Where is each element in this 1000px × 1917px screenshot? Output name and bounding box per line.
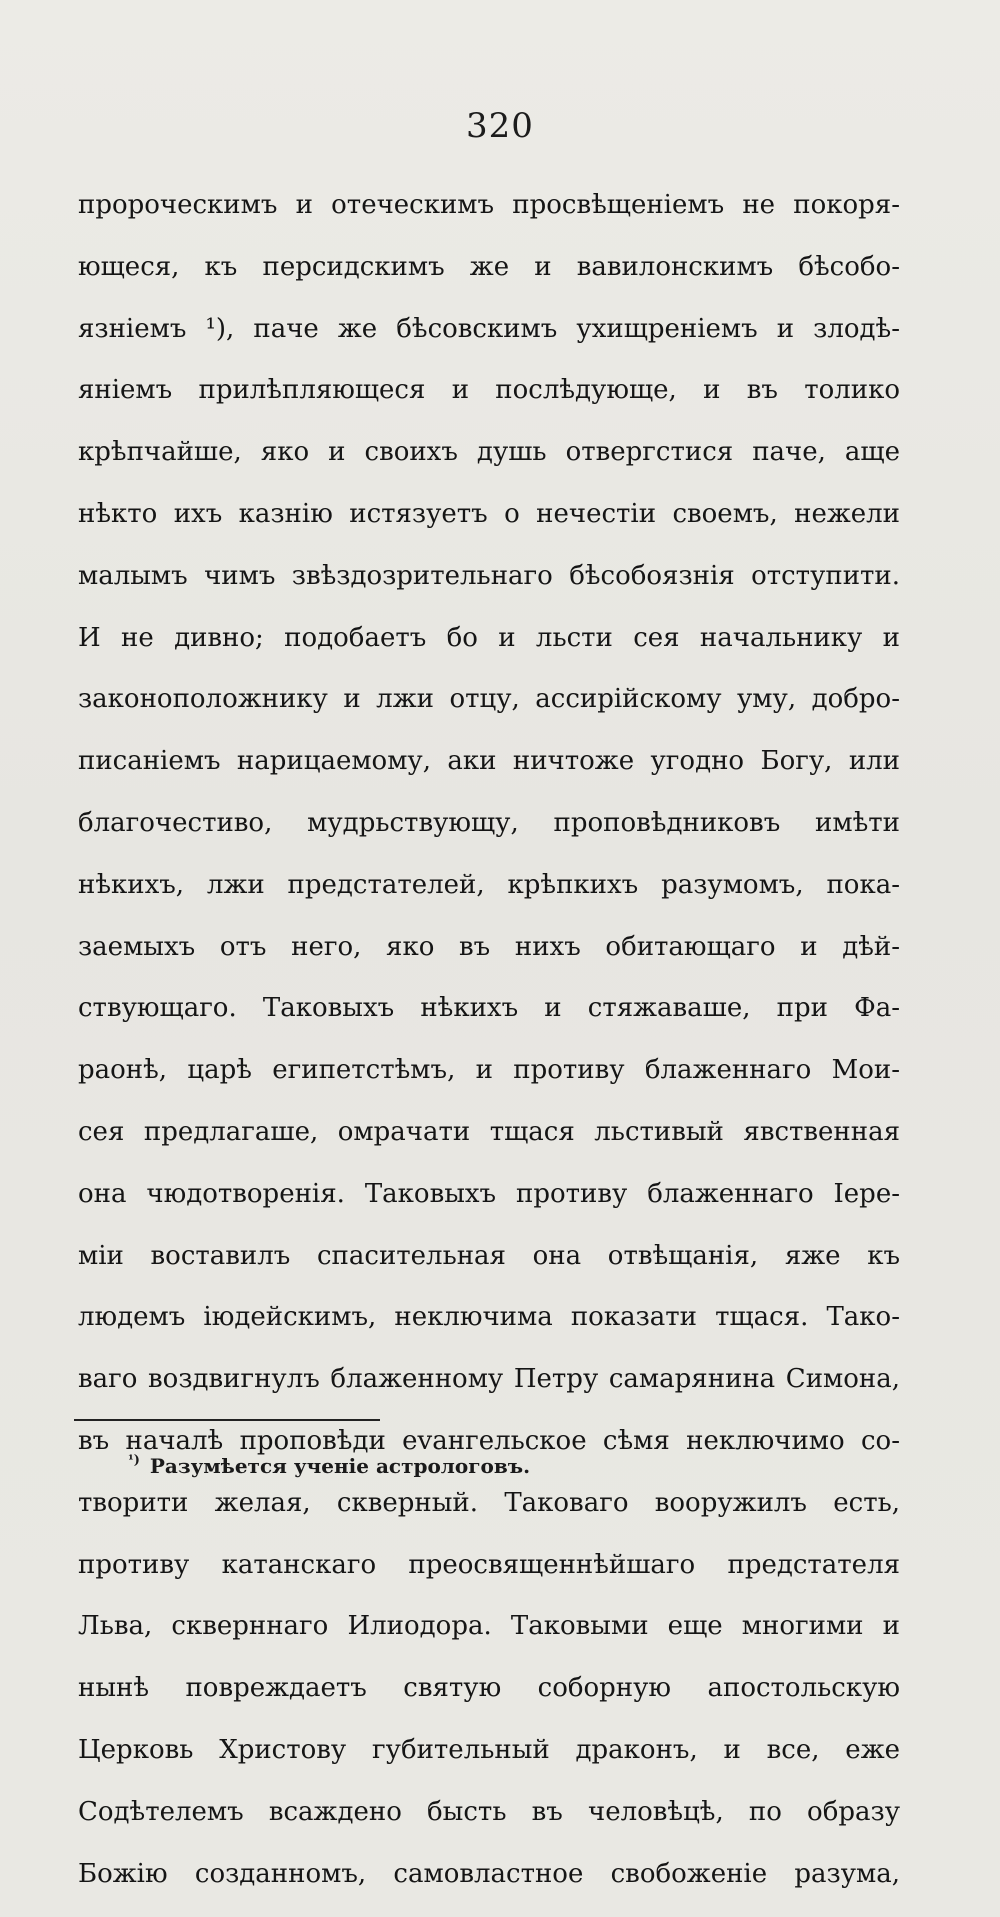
text-line: яніемъ прилѣпляющеся и послѣдующе, и въ толико (78, 375, 900, 406)
text-line: людемъ іюдейскимъ, неключима показати тщася. Тако- (78, 1302, 900, 1333)
text-line: творити желая, скверный. Таковаго вооружилъ есть, (78, 1487, 900, 1518)
text-line: ющеся, къ персидскимъ же и вавилонскимъ бѣсобо- (78, 251, 900, 282)
text-line: сея предлагаше, омрачати тщася льстивый явственная (78, 1116, 900, 1147)
footnote-marker: ¹) (128, 1453, 140, 1468)
footnote-text: Разумѣется ученіе астрологовъ. (149, 1454, 531, 1478)
text-line: малымъ чимъ звѣздозрительнаго бѣсобоязнія отступити. (78, 560, 900, 591)
text-line: Божію созданномъ, самовластное свобоженіе разума, (78, 1858, 900, 1889)
text-line: нѣкихъ, лжи предстателей, крѣпкихъ разумомъ, пока- (78, 869, 900, 900)
text-line: законоположнику и лжи отцу, ассирійскому уму, добро- (78, 684, 900, 715)
text-line: Льва, скверннаго Илиодора. Таковыми еще многими и (78, 1611, 900, 1642)
text-line: въ началѣ проповѣди еvангельское сѣмя неключимо со- (78, 1425, 900, 1456)
text-line: крѣпчайше, яко и своихъ душь отвергстися паче, аще (78, 437, 900, 468)
text-line: ваго воздвигнулъ блаженному Петру самарянина Симона, (78, 1364, 900, 1395)
text-line: язніемъ ¹), паче же бѣсовскимъ ухищреніемъ и злодѣ- (78, 313, 900, 344)
text-line: пророческимъ и отеческимъ просвѣщеніемъ не покоря- (78, 190, 900, 220)
text-line: противу катанскаго преосвященнѣйшаго предстателя (78, 1549, 900, 1580)
text-line: заемыхъ отъ него, яко въ нихъ обитающаго и дѣй- (78, 931, 900, 962)
text-line: міи воставилъ спасительная она отвѣщанія, яже къ (78, 1240, 900, 1271)
text-line: нынѣ повреждаетъ святую соборную апостольскую (78, 1673, 900, 1704)
text-line: нѣкто ихъ казнію истязуетъ о нечестіи своемъ, нежели (78, 498, 900, 529)
text-line: она чюдотворенія. Таковыхъ противу блаженнаго Іере- (78, 1178, 900, 1209)
text-line: Содѣтелемъ всаждено бысть въ человѣцѣ, по образу (78, 1796, 900, 1827)
main-text-block (78, 187, 900, 1917)
text-line: писаніемъ нарицаемому, аки ничтоже угодно Богу, или (78, 746, 900, 777)
text-line: благочестиво, мудрьствующу, проповѣдниковъ имѣти (78, 807, 900, 838)
text-line: И не дивно; подобаетъ бо и льсти сея начальнику и (78, 622, 900, 653)
text-line: раонѣ, царѣ египетстѣмъ, и противу блаженнаго Мои- (78, 1055, 900, 1086)
text-line: Церковь Христову губительный драконъ, и все, еже (78, 1734, 900, 1765)
text-line: ствующаго. Таковыхъ нѣкихъ и стяжаваше, при Фа- (78, 993, 900, 1024)
page-number: 320 (466, 106, 534, 146)
footnote (128, 1453, 530, 1478)
footnote-separator (74, 1419, 380, 1421)
